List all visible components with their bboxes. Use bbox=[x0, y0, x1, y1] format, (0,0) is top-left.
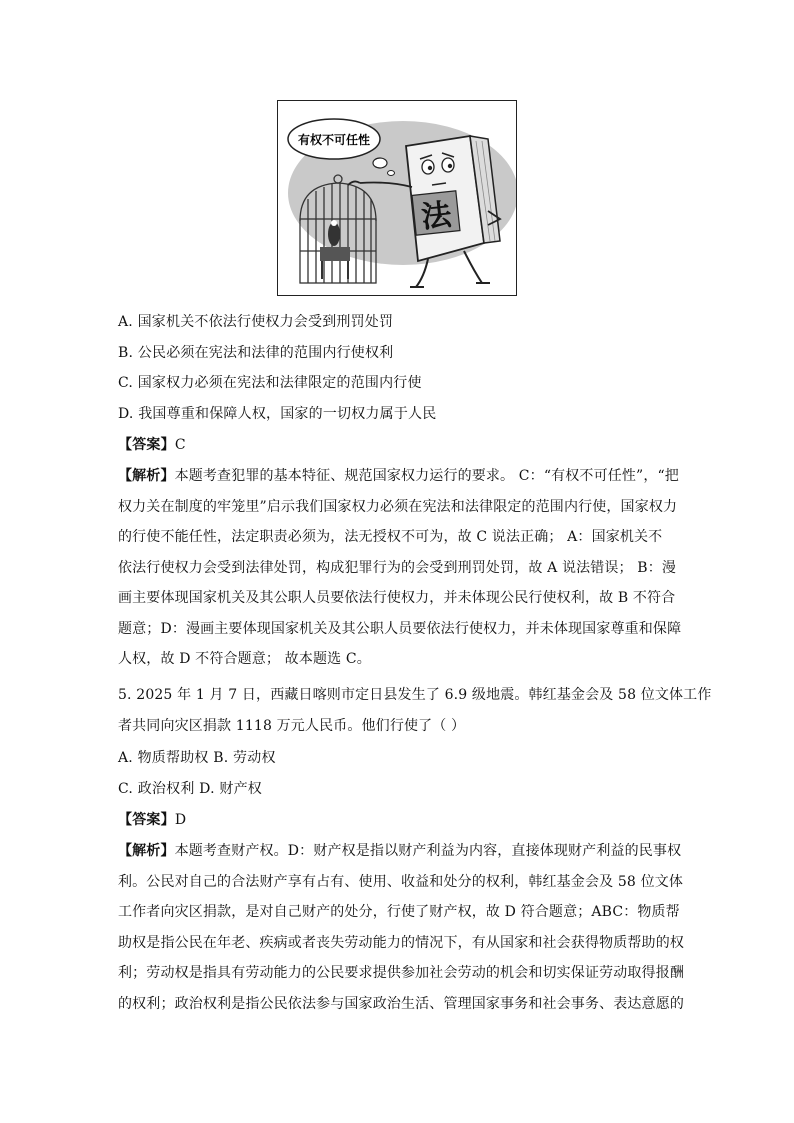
analysis-line: 本题考查犯罪的基本特征、规范国家权力运行的要求。 C：“有权不可任性”，“把 bbox=[174, 468, 679, 484]
analysis-line: 依法行使权力会受到法律处罚，构成犯罪行为的会受到刑罚处罚，故 A 说法错误； B：漫 bbox=[118, 559, 677, 576]
analysis-line: 工作者向灾区捐款，是对自己财产的处分，行使了财产权，故 D 符合题意；ABC：物质帮 bbox=[118, 904, 680, 920]
q5-options-row-2: C. 政治权利 D. 财产权 bbox=[118, 781, 262, 797]
answer-value: C bbox=[174, 437, 186, 453]
q4-option-a: A. 国家机关不依法行使权力会受到刑罚处罚 bbox=[118, 314, 394, 330]
analysis-line: 利。公民对自己的合法财产享有占有、使用、收益和处分的权利，韩红基金会及 58 位文体 bbox=[118, 873, 684, 890]
q5-answer bbox=[118, 810, 186, 830]
answer-label: 【答案】 bbox=[118, 812, 175, 828]
q4-option-c: C. 国家权力必须在宪法和法律限定的范围内行使 bbox=[118, 375, 422, 391]
analysis-line: 的权利；政治权利是指公民依法参与国家政治生活、管理国家事务和社会事务、表达意愿的 bbox=[118, 995, 684, 1012]
analysis-line: 人权，故 D 不符合题意； 故本题选 C。 bbox=[118, 651, 371, 667]
book-character-label: 法 bbox=[419, 197, 454, 236]
q5-analysis bbox=[118, 836, 683, 1019]
analysis-line: 题意；D：漫画主要体现国家机关及其公职人员要依法行使权力，并未体现国家尊重和保障 bbox=[118, 620, 682, 637]
analysis-line: 权力关在制度的牢笼里”启示我们国家权力必须在宪法和法律限定的范围内行使，国家权力 bbox=[118, 498, 678, 515]
analysis-line: 利；劳动权是指具有劳动能力的公民要求提供参加社会劳动的机会和切实保证劳动取得报酬 bbox=[118, 965, 684, 981]
q4-option-b: B. 公民必须在宪法和法律的范围内行使权利 bbox=[118, 345, 394, 361]
analysis-line: 助权是指公民在年老、疾病或者丧失劳动能力的情况下，有从国家和社会获得物质帮助的权 bbox=[118, 934, 684, 951]
q5-stem bbox=[118, 680, 712, 741]
cartoon-figure bbox=[277, 100, 517, 296]
q4-option-d: D. 我国尊重和保障人权，国家的一切权力属于人民 bbox=[118, 406, 437, 422]
answer-label: 【答案】 bbox=[118, 437, 175, 453]
answer-value: D bbox=[174, 812, 187, 828]
speech-bubble-text: 有权不可任性 bbox=[297, 133, 371, 147]
analysis-label: 【解析】 bbox=[118, 468, 175, 484]
cartoon-illustration bbox=[278, 101, 517, 296]
q5-options-row-1: A. 物质帮助权 B. 劳动权 bbox=[118, 750, 276, 766]
q5-stem-line: 者共同向灾区捐款 1118 万元人民币。他们行使了（ ） bbox=[118, 717, 466, 734]
analysis-line: 的行使不能任性，法定职责必须为，法无授权不可为，故 C 说法正确； A：国家机关不 bbox=[118, 529, 663, 545]
analysis-line: 本题考查财产权。D：财产权是指以财产利益为内容，直接体现财产利益的民事权 bbox=[174, 843, 682, 859]
analysis-line: 画主要体现国家机关及其公职人员要依法行使权力，并未体现公民行使权利，故 B 不符合 bbox=[118, 590, 676, 606]
analysis-label: 【解析】 bbox=[118, 843, 175, 859]
q5-stem-line: 5. 2025 年 1 月 7 日，西藏日喀则市定日县发生了 6.9 级地震。韩红基金会及 58 位文体工作 bbox=[118, 687, 712, 703]
q4-answer bbox=[118, 435, 186, 455]
q4-analysis bbox=[118, 461, 683, 675]
